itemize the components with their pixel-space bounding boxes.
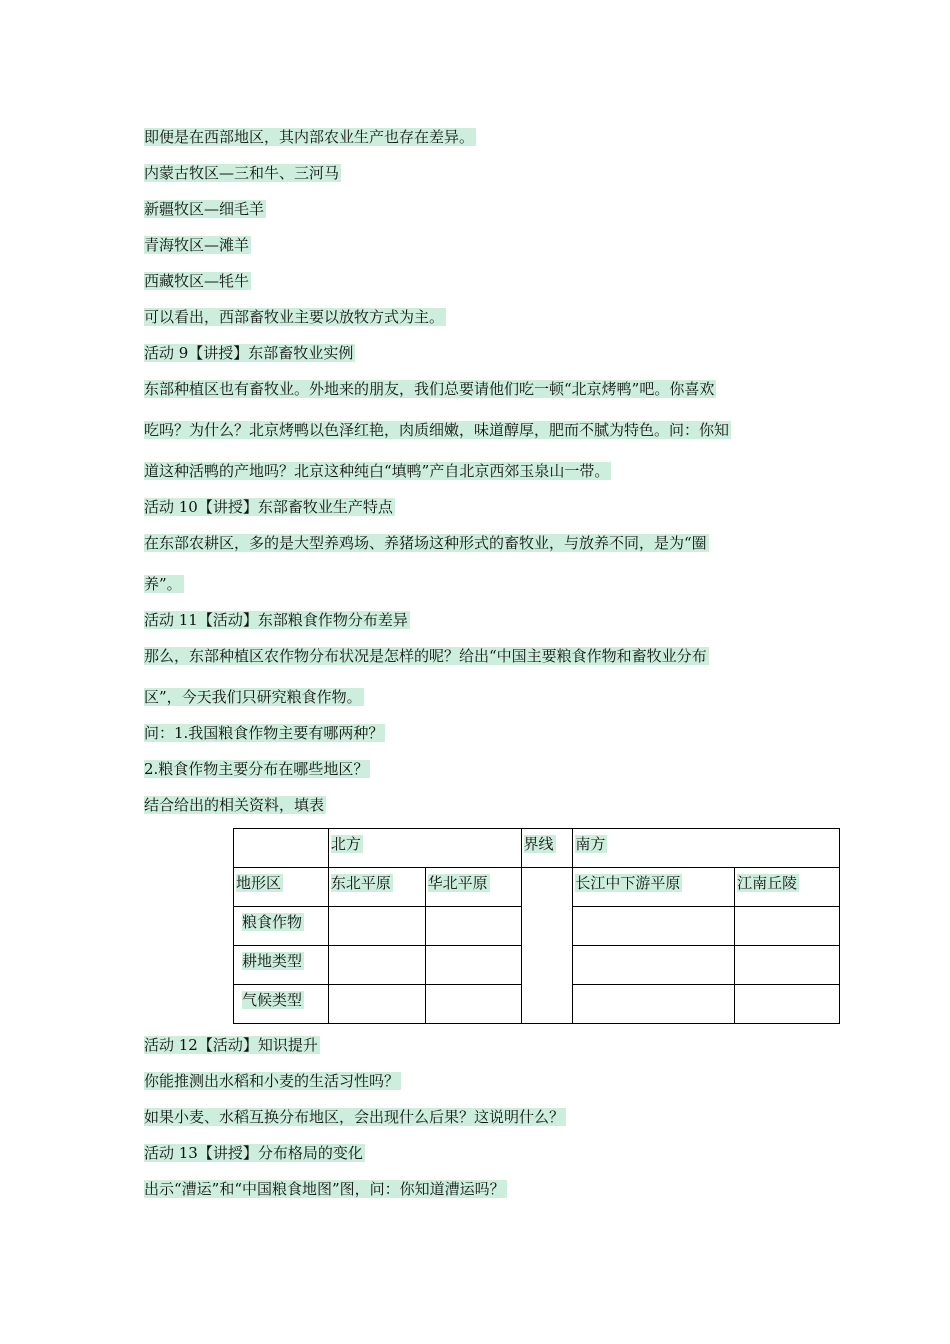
table-row-header: 耕地类型 [234, 946, 329, 985]
question-line: 你能推测出水稻和小麦的生活习性吗？ [144, 1072, 400, 1090]
table-row-header: 地形区 [234, 868, 329, 907]
table-cell[interactable] [573, 907, 735, 946]
paragraph-line: 区”，今天我们只研究粮食作物。 [144, 688, 362, 706]
table-cell [234, 829, 329, 868]
table-cell[interactable] [425, 985, 521, 1024]
table-header-south: 南方 [573, 829, 840, 868]
table-cell: 东北平原 [328, 868, 425, 907]
question-line: 2.粮食作物主要分布在哪些地区？ [144, 760, 369, 778]
table-cell: 华北平原 [425, 868, 521, 907]
table-cell: 江南丘陵 [735, 868, 840, 907]
table-header-boundary: 界线 [521, 829, 573, 868]
table-cell[interactable] [735, 985, 840, 1024]
table-cell[interactable] [735, 907, 840, 946]
table-cell[interactable] [328, 946, 425, 985]
paragraph-line: 东部种植区也有畜牧业。外地来的朋友，我们总要请他们吃一顿“北京烤鸭”吧。你喜欢 [144, 380, 715, 398]
paragraph-line: 道这种活鸭的产地吗？北京这种纯白“填鸭”产自北京西郊玉泉山一带。 [144, 462, 610, 480]
paragraph-line: 新疆牧区—细毛羊 [144, 200, 265, 218]
question-line: 如果小麦、水稻互换分布地区，会出现什么后果？这说明什么？ [144, 1108, 565, 1126]
table-row [234, 868, 840, 907]
paragraph-line: 出示“漕运”和“中国粮食地图”图，问：你知道漕运吗？ [144, 1180, 505, 1198]
table-cell-boundary [521, 868, 573, 1024]
table-cell[interactable] [735, 946, 840, 985]
paragraph-line: 即便是在西部地区，其内部农业生产也存在差异。 [144, 128, 475, 146]
paragraph-line: 青海牧区—滩羊 [144, 236, 250, 254]
paragraph-line: 结合给出的相关资料，填表 [144, 796, 325, 814]
table-cell[interactable] [328, 985, 425, 1024]
paragraph-line: 吃吗？为什么？北京烤鸭以色泽红艳，肉质细嫩，味道醇厚，肥而不腻为特色。问：你知 [144, 421, 730, 439]
table-row-header: 气候类型 [234, 985, 329, 1024]
activity-heading: 活动 12【活动】知识提升 [144, 1036, 318, 1054]
paragraph-line: 那么，东部种植区农作物分布状况是怎样的呢？给出“中国主要粮食作物和畜牧业分布 [144, 647, 707, 665]
table-cell[interactable] [425, 946, 521, 985]
table-header-north: 北方 [328, 829, 521, 868]
activity-heading: 活动 13【讲授】分布格局的变化 [144, 1144, 363, 1162]
activity-heading: 活动 10【讲授】东部畜牧业生产特点 [144, 498, 393, 516]
paragraph-line: 内蒙古牧区—三和牛、三河马 [144, 164, 340, 182]
question-line: 问：1.我国粮食作物主要有哪两种？ [144, 724, 384, 742]
table-cell[interactable] [573, 985, 735, 1024]
activity-heading: 活动 11【活动】东部粮食作物分布差异 [144, 611, 408, 629]
table-cell[interactable] [425, 907, 521, 946]
table-cell[interactable] [573, 946, 735, 985]
paragraph-line: 可以看出，西部畜牧业主要以放牧方式为主。 [144, 308, 445, 326]
activity-heading: 活动 9【讲授】东部畜牧业实例 [144, 344, 354, 362]
paragraph-line: 养”。 [144, 575, 182, 593]
table-cell: 长江中下游平原 [573, 868, 735, 907]
table-cell[interactable] [328, 907, 425, 946]
fill-in-table [233, 828, 840, 1024]
table-row-header: 粮食作物 [234, 907, 329, 946]
paragraph-line: 在东部农耕区，多的是大型养鸡场、养猪场这种形式的畜牧业，与放养不同，是为“圈 [144, 534, 707, 552]
table-row [234, 829, 840, 868]
paragraph-line: 西藏牧区—牦牛 [144, 272, 250, 290]
